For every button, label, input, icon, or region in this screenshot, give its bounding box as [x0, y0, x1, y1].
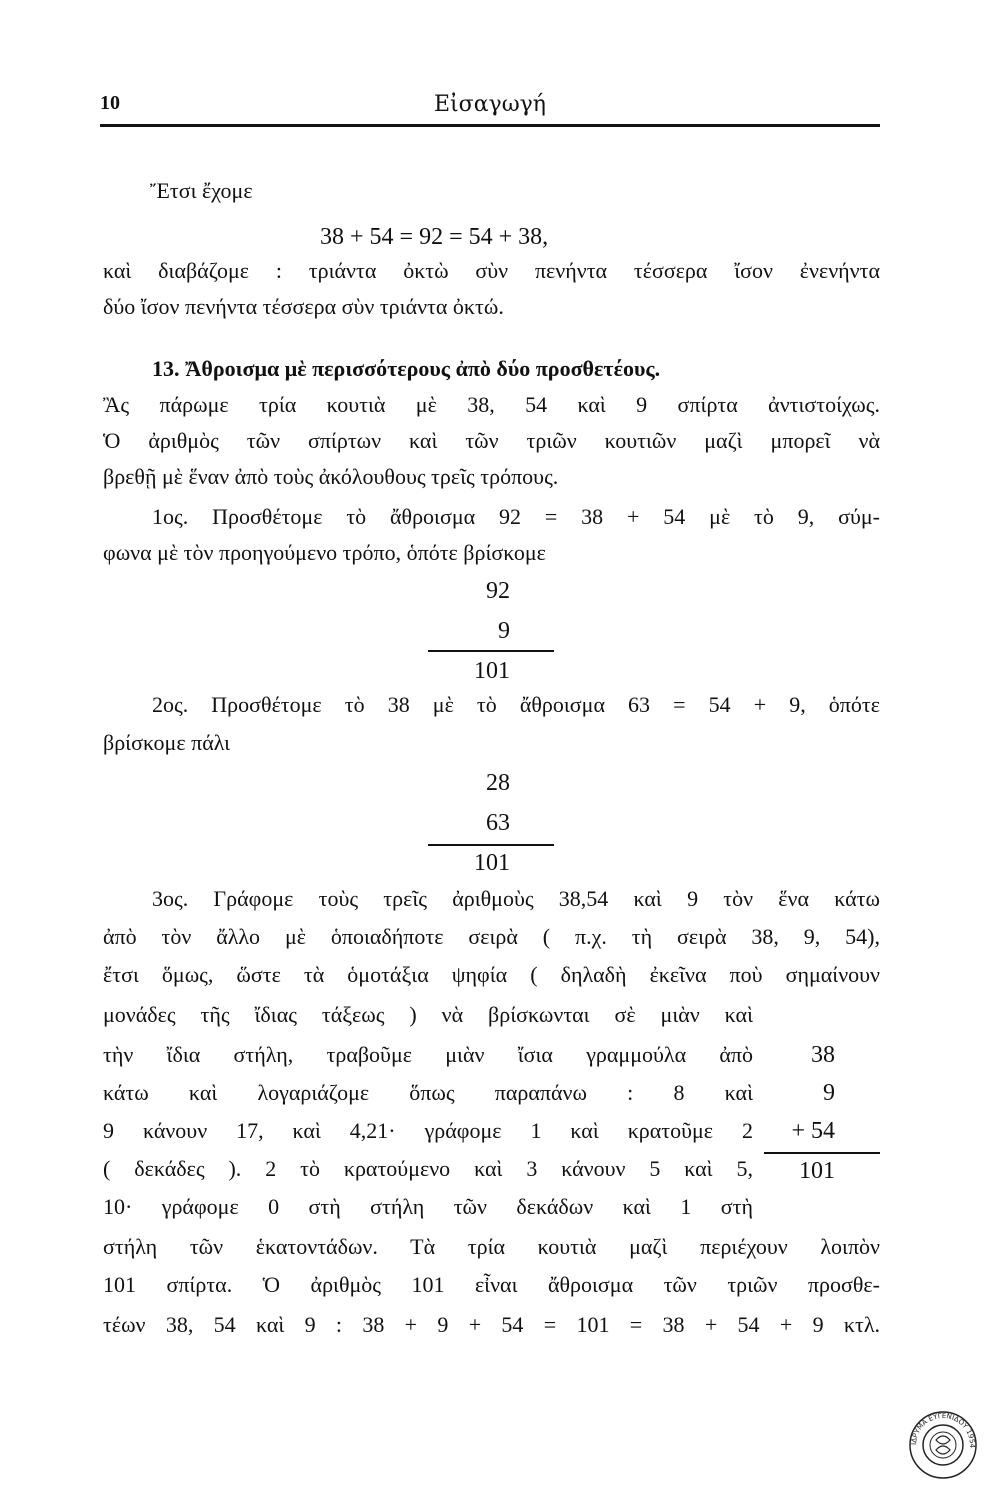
page-number: 10 — [100, 92, 120, 114]
text-line: μονάδες τῆς ἴδιας τάξεως ) νὰ βρίσκωνται σὲ μιὰν καὶ — [103, 1002, 753, 1027]
text-line: ἔτσι ὅμως, ὥστε τὰ ὁμοτάξια ψηφία ( δηλαδὴ ἐκεῖνα ποὺ σημαίνουν — [103, 962, 880, 987]
sum2-top: 28 — [486, 770, 510, 796]
text-line: ἀπὸ τὸν ἄλλο μὲ ὁποιαδήποτε σειρὰ ( π.χ. τὴ σειρὰ 38, 9, 54), — [103, 924, 880, 949]
text-line: κάτω καὶ λογαριάζομε ὅπως παραπάνω : 8 καὶ — [103, 1080, 753, 1105]
text-line: βρίσκομε πάλι — [103, 730, 231, 755]
text-line: ( δεκάδες ). 2 τὸ κρατούμενο καὶ 3 κάνουν 5 καὶ 5, — [103, 1156, 753, 1181]
text-line: Ἔτσι ἔχομε — [150, 178, 253, 203]
sum3-result: 101 — [799, 1158, 835, 1184]
sum2-result: 101 — [474, 850, 510, 876]
text-line: 3ος. Γράφομε τοὺς τρεῖς ἀριθμοὺς 38,54 καὶ 9 τὸν ἕνα κάτω — [152, 886, 880, 911]
header-rule — [100, 124, 880, 127]
sum3-third: + 54 — [791, 1118, 835, 1144]
text-line: Ὁ ἀριθμὸς τῶν σπίρτων καὶ τῶν τριῶν κουτιῶν μαζὶ μπορεῖ νὰ — [103, 428, 880, 453]
text-line: φωνα μὲ τὸν προηγούμενο τρόπο, ὁπότε βρίσκομε — [103, 540, 546, 565]
text-line: βρεθῇ μὲ ἕναν ἀπὸ τοὺς ἀκόλουθους τρεῖς τρόπους. — [103, 464, 559, 489]
equation: 38 + 54 = 92 = 54 + 38, — [320, 224, 549, 250]
text-line: 101 σπίρτα. Ὁ ἀριθμὸς 101 εἶναι ἄθροισμα τῶν τριῶν προσθε- — [103, 1272, 880, 1297]
sum3-second: 9 — [823, 1080, 835, 1106]
sum1-result: 101 — [474, 658, 510, 684]
running-title: Εἰσαγωγή — [434, 92, 546, 117]
text-line: 9 κάνουν 17, καὶ 4,21· γράφομε 1 καὶ κρατοῦμε 2 — [103, 1118, 753, 1143]
sum1-second: 9 — [498, 618, 510, 644]
sum2-rule — [428, 844, 554, 846]
text-line: 2ος. Προσθέτομε τὸ 38 μὲ τὸ ἄθροισμα 63 = 54 + 9, ὁπότε — [152, 692, 880, 717]
foundation-stamp-icon — [908, 1410, 978, 1480]
sum1-top: 92 — [486, 578, 510, 604]
text-line: Ἂς πάρωμε τρία κουτιὰ μὲ 38, 54 καὶ 9 σπίρτα ἀντιστοίχως. — [103, 392, 880, 417]
sum2-second: 63 — [486, 810, 510, 836]
section-heading: 13. Ἄθροισμα μὲ περισσότερους ἀπὸ δύο προσθετέους. — [152, 356, 661, 381]
sum3-rule — [764, 1152, 880, 1154]
text-line: 1ος. Προσθέτομε τὸ ἄθροισμα 92 = 38 + 54 μὲ τὸ 9, σύμ- — [152, 504, 880, 529]
text-line: δύο ἴσον πενήντα τέσσερα σὺν τριάντα ὀκτώ. — [103, 294, 504, 319]
text-line: καὶ διαβάζομε : τριάντα ὀκτὼ σὺν πενήντα τέσσερα ἴσον ἐνενήντα — [103, 258, 880, 283]
text-line: 10· γράφομε 0 στὴ στήλη τῶν δεκάδων καὶ 1 στὴ — [103, 1194, 753, 1219]
sum1-rule — [428, 650, 554, 652]
svg-text:ΙΔΡΥΜΑ ΕΥΓΕΝΙΔΟΥ 1954 — [910, 1412, 976, 1449]
text-line: τὴν ἴδια στήλη, τραβοῦμε μιὰν ἴσια γραμμούλα ἀπὸ — [103, 1042, 753, 1067]
text-line: τέων 38, 54 καὶ 9 : 38 + 9 + 54 = 101 = 38 + 54 + 9 κτλ. — [103, 1312, 880, 1337]
text-line: στήλη τῶν ἑκατοντάδων. Τὰ τρία κουτιὰ μαζὶ περιέχουν λοιπὸν — [103, 1234, 880, 1259]
sum3-top: 38 — [811, 1042, 835, 1068]
stamp-text: ΙΔΡΥΜΑ ΕΥΓΕΝΙΔΟΥ 1954 — [909, 1411, 977, 1449]
page-header — [100, 92, 880, 124]
